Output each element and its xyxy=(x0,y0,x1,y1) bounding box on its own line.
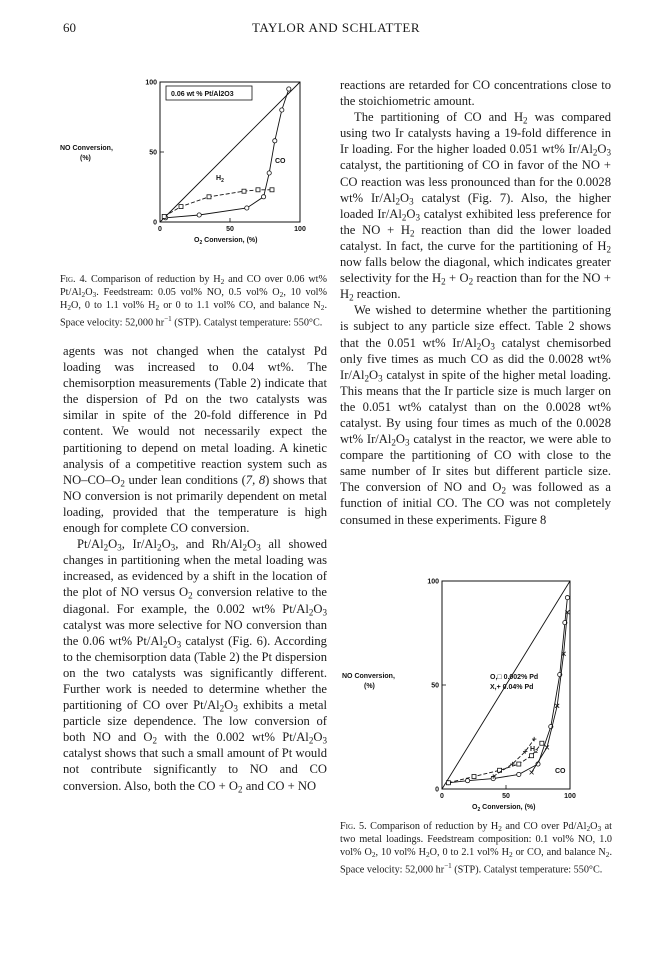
x-tick-label: 0 xyxy=(440,793,444,800)
paragraph: The partitioning of CO and $H_2$ was compared using two Ir catalysts having a 19-fold difference in Ir loading. For the higher loaded 0.051 wt% $Ir/Al_2O_3$ catalyst, the partitioning of CO in favor of the NO + CO reaction was less pronounced than for the 0.0028 wt% $Ir/Al_2O_3$ catalyst (Fig. 7). Also, the higher loaded $Ir/Al_2O_3$ catalyst exhibited less preference for the NO + $H_2$ reaction than did the lower loaded catalyst. In fact, the curve for the partitioning of $H_2$ now falls below the diagonal, which indicates greater selectivity for the $H_2 + O_2$ reaction than for the NO + $H_2$ reaction. xyxy=(340,110,611,303)
data-point xyxy=(517,762,521,766)
curve-label-co: CO xyxy=(555,768,566,775)
figure-4-chart xyxy=(60,80,330,270)
paragraph: We wished to determine whether the partitioning is subject to any particle size effect. Table 2 shows that the 0.051 wt% $Ir/Al_2O_3$ catalyst chemisorbed only five times as much CO as did the 0.0028 wt% $Ir/Al_2O_3$ catalyst in spite of the higher metal loading. This means that the Ir particle size is much larger on the 0.051 wt% catalyst than on the 0.0028 wt% catalyst. By using four times as much of the 0.0028 wt% $Ir/Al_2O_3$ catalyst in the reactor, we were able to compare the partitioning of CO with close to the same number of Ir sites but different particle size. The conversion of NO and $O_2$ was followed as a function of initial CO. The CO was not completely consumed in these experiments. Figure 8 xyxy=(340,303,611,527)
x-tick-label: 100 xyxy=(564,793,576,800)
x-tick-label: 100 xyxy=(294,226,306,233)
data-point xyxy=(245,206,249,210)
data-point xyxy=(256,188,260,192)
data-point xyxy=(262,195,266,199)
data-point xyxy=(179,205,183,209)
data-point xyxy=(517,772,521,776)
caption-label: Fig. 5. xyxy=(340,821,367,832)
paragraph: $Pt/Al_2O_3$, $Ir/Al_2O_3$, and $Rh/Al_2O_3$ all showed changes in partitioning when the metal loading was increased, as evidenced by a shift in the location of the plot of NO versus $O_2$ conversion relative to the diagonal. For example, the 0.002 wt% $Pt/Al_2O_3$ catalyst was more selective for NO conversion than the 0.06 wt% $Pt/Al_2O_3$ catalyst (Fig. 6). According to the chemisorption data (Table 2) the Pt dispersion on the two catalysts was significantly different. Further work is needed to determine whether the partitioning of CO over $Pt/Al_2O_3$ exhibits a metal particle size dependence. The low conversion of both NO and $O_2$ with the 0.002 wt% $Pt/Al_2O_3$ catalyst shows that such a small amount of Pt would not contribute significantly to NO and CO conversion. Also, both the CO + $O_2$ and CO + NO xyxy=(63,537,327,794)
legend-text: 0.06 wt % Pt/Al2O3 xyxy=(171,91,234,98)
data-point xyxy=(530,770,534,774)
paragraph: reactions are retarded for CO concentrations close to the stoichiometric amount. xyxy=(340,78,611,109)
running-head: TAYLOR AND SCHLATTER xyxy=(251,20,421,35)
right-column-text xyxy=(340,77,611,528)
y-axis-label-line2: (%) xyxy=(364,683,375,690)
data-point xyxy=(197,213,201,217)
legend-entry-2: X,+ 0.04% Pd xyxy=(490,684,534,691)
figure-5 xyxy=(340,576,615,875)
data-point xyxy=(540,741,544,745)
data-point xyxy=(162,214,166,218)
page-header xyxy=(0,20,672,40)
x-tick-label: 50 xyxy=(502,793,510,800)
curve-label-co: CO xyxy=(275,158,286,165)
data-point xyxy=(242,189,246,193)
data-point xyxy=(270,188,274,192)
figure-5-caption: Fig. 5. Comparison of reduction by $H_2$ and CO over $Pd/Al_2O_3$ at two metal loadings. Feedstream composition: 0.1 vol% NO, 1.0 vol% $O_2$, 10 vol% $H_2O$, 0 to 2.1 vol% $H_2$ or CO, and balance $N_2$. Space velocity: 52,000 $hr^{-1}$ (STP). Catalyst temperature: 550°C. xyxy=(340,821,612,875)
data-point xyxy=(466,779,470,783)
data-point xyxy=(287,87,291,91)
figure-4-caption: Fig. 4. Comparison of reduction by $H_2$ and CO over 0.06 wt% $Pt/Al_2O_3$. Feedstream: 0.05 vol% NO, 0.5 vol% $O_2$, 10 vol% $H_2O$, 0 to 1.1 vol% $H_2$ or 0 to 1.1 vol% CO, and balance $N_2$. Space velocity: 52,000 $hr^{-1}$ (STP). Catalyst temperature: 550°C. xyxy=(60,274,328,328)
y-axis-label-line1: NO Conversion, xyxy=(342,673,395,680)
data-point xyxy=(207,195,211,199)
data-point xyxy=(472,775,476,779)
y-tick-label: 50 xyxy=(431,682,439,690)
x-tick-label: 50 xyxy=(226,226,234,233)
data-point xyxy=(446,781,450,785)
data-point xyxy=(530,754,534,758)
diagonal-line xyxy=(160,82,300,222)
y-tick-label: 50 xyxy=(149,149,157,157)
left-column-text xyxy=(63,343,327,794)
x-tick-label: 0 xyxy=(158,226,162,233)
data-point xyxy=(267,171,271,175)
y-tick-label: 100 xyxy=(145,79,157,87)
page-number: 60 xyxy=(63,20,76,35)
data-point xyxy=(532,737,536,741)
y-tick-label: 0 xyxy=(435,786,439,794)
y-tick-label: 0 xyxy=(153,219,157,227)
curve-label-h2: $H_2$ xyxy=(530,746,538,755)
legend-entry-1: O,□ 0.002% Pd xyxy=(490,674,539,681)
data-point xyxy=(565,596,569,600)
figure-5-chart xyxy=(340,576,615,816)
x-axis-label: $O_2$ Conversion, (%) xyxy=(194,237,258,246)
data-point xyxy=(273,139,277,143)
y-axis-label-line1: NO Conversion, xyxy=(60,145,113,152)
caption-label: Fig. 4. xyxy=(60,274,88,285)
paragraph: agents was not changed when the catalyst Pd loading was increased to 0.04 wt%. The chemisorption measurements (Table 2) indicate that the dispersion of Pd on the two catalysts was similar in spite of the 20-fold difference in Pd content. We would not necessarily expect the partitioning to depend on metal loading. A kinetic analysis of a competitive reaction system such as $NO-CO-O_2$ under lean conditions (7, 8) shows that NO conversion is not primarily dependent on metal loading, provided that the temperature is high enough for complete CO conversion. xyxy=(63,344,327,536)
y-tick-label: 100 xyxy=(427,578,439,586)
curve-label-h2: $H_2$ xyxy=(216,175,224,184)
figure-4 xyxy=(60,79,330,328)
x-axis-label: $O_2$ Conversion, (%) xyxy=(472,804,536,813)
data-point xyxy=(280,108,284,112)
y-axis-label-line2: (%) xyxy=(80,155,91,162)
